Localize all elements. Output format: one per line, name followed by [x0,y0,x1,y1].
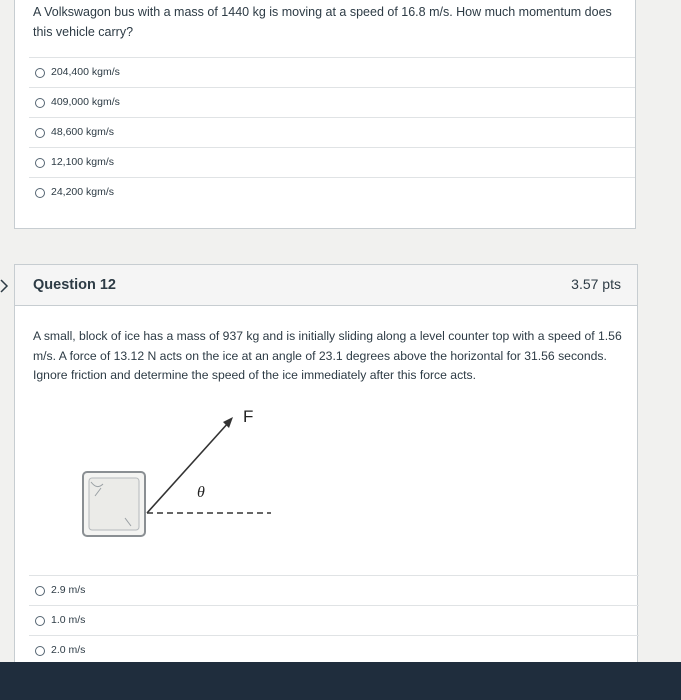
question-11-card [14,0,636,229]
answer-option[interactable] [29,605,639,635]
radio-button[interactable] [35,68,45,78]
radio-button[interactable] [35,586,45,596]
bottom-taskbar [0,662,681,700]
answer-label: 12,100 kgm/s [51,156,115,168]
radio-button[interactable] [35,158,45,168]
question-points: 3.57 pts [571,276,621,292]
radio-button[interactable] [35,616,45,626]
angle-label: θ [197,484,205,501]
force-label: F [243,407,254,426]
question-11-text: A Volkswagon bus with a mass of 1440 kg is moving at a speed of 16.8 m/s. How much momentum does this vehicle carry? [33,5,612,39]
answer-label: 204,400 kgm/s [51,66,120,78]
answer-option[interactable] [29,575,639,605]
question-header [15,265,637,306]
question-12-text: A small, block of ice has a mass of 937 kg and is initially sliding along a level counter top with a speed of 1.56 m/s. A force of 13.12 N acts on the ice at an angle of 23.1 degrees above the horizontal for 31.56 seconds. Ignore friction and determine the speed of the ice immediately after this force acts. [33,329,622,382]
question-title: Question 12 [33,277,116,293]
force-arrow [147,422,229,513]
answer-label: 2.9 m/s [51,584,86,596]
answer-option[interactable] [29,147,635,177]
answer-label: 48,600 kgm/s [51,126,115,138]
answer-option[interactable] [29,177,635,207]
answer-option[interactable] [29,117,635,147]
radio-button[interactable] [35,646,45,656]
answer-option[interactable] [29,635,639,665]
answer-label: 409,000 kgm/s [51,96,120,108]
radio-button[interactable] [35,188,45,198]
force-diagram [75,400,295,545]
answer-option[interactable] [29,87,635,117]
question-12-options [29,575,639,665]
answer-label: 2.0 m/s [51,644,86,656]
question-12-card [14,264,638,684]
chevron-right-icon[interactable] [0,279,10,293]
question-11-options [29,57,635,207]
radio-button[interactable] [35,98,45,108]
answer-option[interactable] [29,57,635,87]
answer-label: 24,200 kgm/s [51,186,115,198]
radio-button[interactable] [35,128,45,138]
answer-label: 1.0 m/s [51,614,86,626]
